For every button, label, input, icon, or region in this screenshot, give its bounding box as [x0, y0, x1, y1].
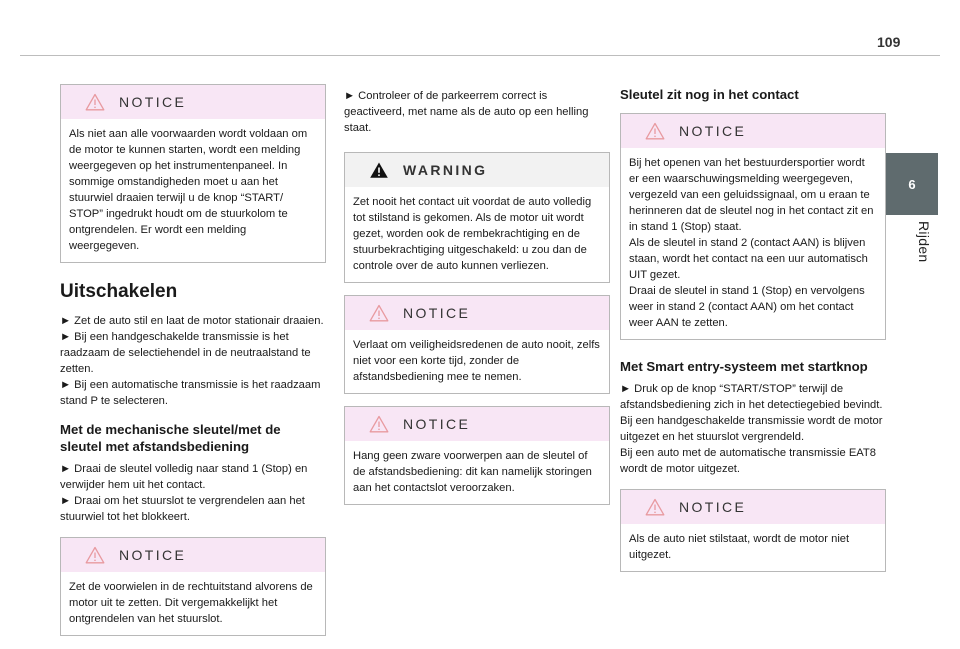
warning-triangle-outline-icon	[85, 546, 105, 564]
notice-text: Zet de voorwielen in de rechtuitstand alvorens de motor uit te zetten. Dit vergemakkelijkt het ontgrendelen van het stuurslot.	[69, 581, 313, 625]
notice-text: Als de auto niet stilstaat, wordt de motor niet uitgezet.	[629, 533, 850, 561]
intro-step: ► Controleer of de parkeerrem correct is geactiveerd, met name als de auto op een helling staat.	[344, 90, 589, 134]
step-item: ► Zet de auto stil en laat de motor stationair draaien.	[60, 315, 324, 327]
subsection-heading: Met Smart entry-systeem met startknop	[620, 359, 868, 374]
paragraph: Bij een auto met de automatische transmissie EAT8 wordt de motor uitgezet.	[620, 447, 876, 475]
warning-title: WARNING	[403, 162, 488, 178]
column-2	[344, 88, 610, 517]
notice-box	[60, 537, 326, 636]
paragraph: ► Druk op de knop “START/STOP” terwijl de afstandsbediening zich in het detectiegebied bevindt.	[620, 383, 883, 411]
warning-triangle-outline-icon	[85, 93, 105, 111]
paragraph: Bij een handgeschakelde transmissie wordt de motor uitgezet en het stuurslot vergrendeld.	[620, 415, 883, 443]
notice-title: NOTICE	[119, 547, 187, 563]
chapter-tab[interactable]	[886, 153, 938, 215]
smart-entry-text	[620, 381, 886, 477]
step-item: ► Draai om het stuurslot te vergrendelen aan het stuurwiel tot het blokkeert.	[60, 495, 305, 523]
notice-header	[61, 85, 325, 119]
notice-box	[620, 489, 886, 572]
notice-header	[621, 490, 885, 524]
notice-box	[60, 84, 326, 263]
page-number: 109	[877, 34, 901, 50]
notice-text: Verlaat om veiligheidsredenen de auto nooit, zelfs niet voor een korte tijd, zonder de afstandsbediening mee te nemen.	[353, 339, 600, 383]
notice-text: Als niet aan alle voorwaarden wordt voldaan om de motor te kunnen starten, wordt een melding weergegeven op het instrumentenpaneel. In sommige omstandigheden moet u aan het stuurwiel draaien terwijl u de knop “START/ STOP” ingedrukt houdt om de stuurkolom te ontgrendelen. Er wordt een melding weergegeven.	[69, 128, 308, 252]
notice-box	[344, 295, 610, 394]
steps-list	[60, 313, 326, 409]
notice-header	[345, 296, 609, 330]
chapter-label: Rijden	[916, 221, 932, 263]
notice-title: NOTICE	[403, 305, 471, 321]
notice-line: Als de sleutel in stand 2 (contact AAN) is blijven staan, wordt het contact na een uur automatisch UIT gezet.	[629, 237, 868, 281]
subsection-heading: Sleutel zit nog in het contact	[620, 87, 799, 102]
key-steps-list	[60, 461, 326, 525]
notice-header	[61, 538, 325, 572]
notice-text: Hang geen zware voorwerpen aan de sleutel of de afstandsbediening: dit kan namelijk storingen aan het contactslot veroorzaken.	[353, 450, 592, 494]
warning-header	[345, 153, 609, 187]
section-heading: Uitschakelen	[60, 281, 178, 302]
notice-header	[621, 114, 885, 148]
header-rule	[20, 55, 940, 56]
notice-box	[344, 406, 610, 505]
notice-title: NOTICE	[679, 123, 747, 139]
notice-line: Draai de sleutel in stand 1 (Stop) en vervolgens weer in stand 2 (contact AAN) om het contact weer AAN te zetten.	[629, 285, 865, 329]
notice-title: NOTICE	[119, 94, 187, 110]
warning-triangle-outline-icon	[369, 415, 389, 433]
warning-triangle-outline-icon	[369, 304, 389, 322]
step-item: ► Draai de sleutel volledig naar stand 1 (Stop) en verwijder hem uit het contact.	[60, 463, 308, 491]
notice-line: Bij het openen van het bestuurdersportier wordt er een waarschuwingsmelding weergegeven, vergezeld van een geluidssignaal, om u eraan te herinneren dat de sleutel nog in het contact zit en in stand 1 (Stop) staat.	[629, 157, 874, 233]
step-item: ► Bij een handgeschakelde transmissie is het raadzaam de selectiehendel in de neutraalstand te zetten.	[60, 331, 311, 375]
notice-title: NOTICE	[679, 499, 747, 515]
notice-box	[620, 113, 886, 340]
column-1	[60, 84, 326, 648]
chapter-number: 6	[908, 176, 916, 192]
column-3	[620, 84, 886, 584]
warning-text: Zet nooit het contact uit voordat de auto volledig tot stilstand is gekomen. Als de motor uit wordt gezet, worden ook de rembekrachtiging en de stuurbekrachtiging uitgeschakeld: u zou dan de controle over de auto kunnen verliezen.	[353, 196, 592, 272]
warning-triangle-outline-icon	[645, 498, 665, 516]
warning-triangle-filled-icon	[369, 161, 389, 179]
notice-title: NOTICE	[403, 416, 471, 432]
notice-header	[345, 407, 609, 441]
warning-triangle-outline-icon	[645, 122, 665, 140]
notice-text	[621, 148, 885, 339]
step-item: ► Bij een automatische transmissie is het raadzaam stand P te selecteren.	[60, 379, 321, 407]
warning-box	[344, 152, 610, 283]
subsection-heading: Met de mechanische sleutel/met de sleutel met afstandsbediening	[60, 422, 281, 454]
